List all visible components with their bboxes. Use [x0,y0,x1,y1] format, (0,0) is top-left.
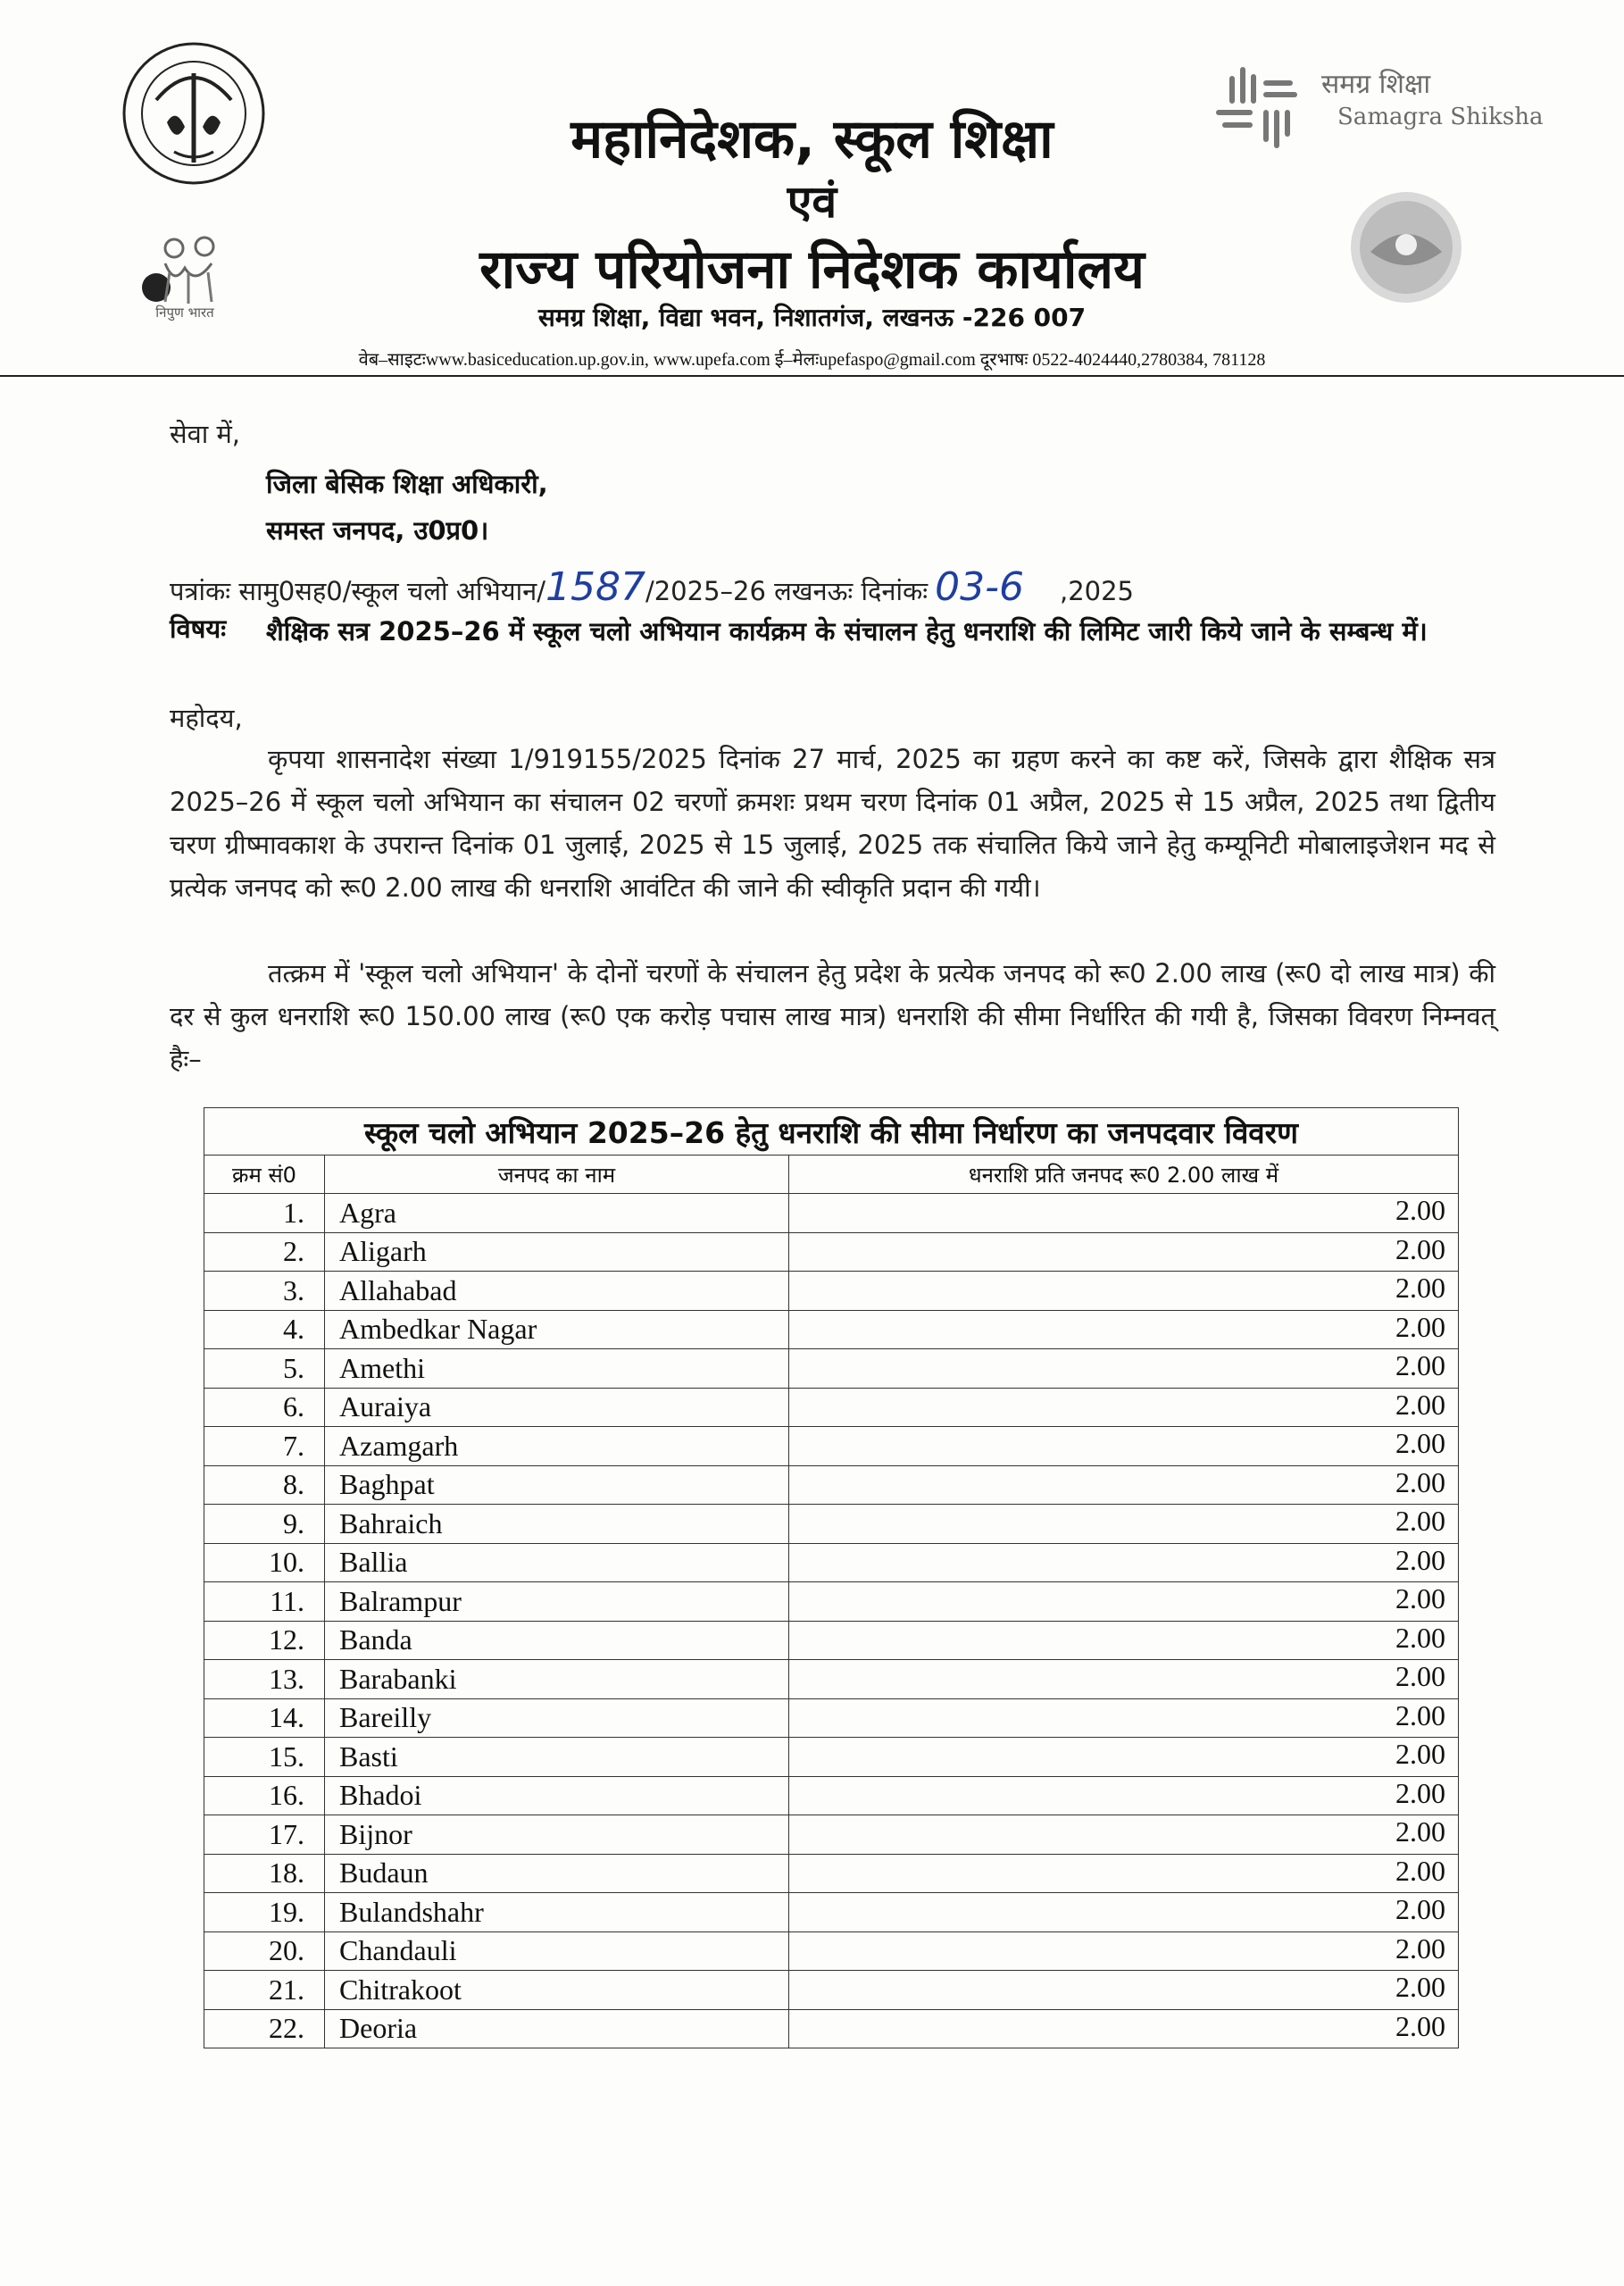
row-district: Bareilly [325,1698,789,1738]
row-district: Allahabad [325,1272,789,1311]
row-serial: 18. [204,1854,325,1893]
row-amount: 2.00 [789,1931,1459,1971]
table-row [204,1349,1459,1389]
row-district: Bijnor [325,1815,789,1855]
row-amount: 2.00 [789,1194,1459,1233]
table-row [204,1776,1459,1815]
row-serial: 4. [204,1310,325,1349]
row-serial: 16. [204,1776,325,1815]
recipient-line-1: जिला बेसिक शिक्षा अधिकारी, [266,469,548,499]
row-district: Banda [325,1621,789,1660]
row-district: Bulandshahr [325,1893,789,1932]
row-district: Aligarh [325,1232,789,1272]
reference-number: 1587 [545,564,645,610]
row-amount: 2.00 [789,1388,1459,1427]
reference-line [170,564,1134,610]
row-district: Azamgarh [325,1427,789,1466]
row-serial: 8. [204,1465,325,1505]
row-district: Deoria [325,2009,789,2048]
row-district: Chitrakoot [325,1971,789,2010]
row-serial: 22. [204,2009,325,2048]
row-serial: 11. [204,1582,325,1622]
row-district: Chandauli [325,1931,789,1971]
table-row [204,1698,1459,1738]
header-line-1: महानिदेशक, स्कूल शिक्षा [570,108,1054,171]
row-amount: 2.00 [789,1776,1459,1815]
samagra-hindi-text: समग्र शिक्षा [1321,69,1431,100]
salutation-to: सेवा में, [170,419,241,449]
table-row [204,1232,1459,1272]
row-amount: 2.00 [789,2009,1459,2048]
table-row [204,1854,1459,1893]
header-district: जनपद का नाम [325,1156,789,1194]
row-district: Ambedkar Nagar [325,1310,789,1349]
row-district: Budaun [325,1854,789,1893]
district-allocation-table [204,1107,1459,2048]
row-serial: 15. [204,1738,325,1777]
row-serial: 19. [204,1893,325,1932]
row-serial: 2. [204,1232,325,1272]
table-row [204,2009,1459,2048]
samagra-english-text: Samagra Shiksha [1337,104,1544,130]
row-serial: 12. [204,1621,325,1660]
reference-date-handwritten: 03-6 [935,564,1024,610]
row-amount: 2.00 [789,1854,1459,1893]
table-row [204,1621,1459,1660]
header-amount: धनराशि प्रति जनपद रू0 2.00 लाख में [789,1156,1459,1194]
row-amount: 2.00 [789,1465,1459,1505]
header-line-2: एवं [787,176,837,228]
table-row [204,1582,1459,1622]
row-amount: 2.00 [789,1232,1459,1272]
table-row [204,1893,1459,1932]
row-serial: 17. [204,1815,325,1855]
row-district: Balrampur [325,1582,789,1622]
table-row [204,1388,1459,1427]
office-address: समग्र शिक्षा, विद्या भवन, निशातगंज, लखनऊ -226 007 [537,303,1087,332]
reference-prefix: पत्रांकः सामु0सह0/स्कूल चलो अभियान/ [170,576,545,606]
greeting: महोदय, [170,703,243,733]
table-row [204,1465,1459,1505]
table-row [204,1427,1459,1466]
table-row [204,1931,1459,1971]
table-title: स्कूल चलो अभियान 2025–26 हेतु धनराशि की सीमा निर्धारण का जनपदवार विवरण [204,1108,1459,1156]
row-amount: 2.00 [789,1738,1459,1777]
nipun-bharat-label: निपुण भारत [155,305,214,321]
header-serial: क्रम सं0 [204,1156,325,1194]
row-amount: 2.00 [789,1893,1459,1932]
contact-line: वेब–साइटःwww.basiceducation.up.gov.in, www.upefa.com ई–मेलःupefaspo@gmail.com दूरभाषः 0522-4024440,2780384, 781128 [358,350,1266,370]
reference-suffix: /2025–26 लखनऊः दिनांकः [645,576,929,606]
table-row [204,1505,1459,1544]
table-row [204,1815,1459,1855]
table-row [204,1310,1459,1349]
row-amount: 2.00 [789,1582,1459,1622]
paragraph-2: तत्क्रम में 'स्कूल चलो अभियान' के दोनों चरणों के संचालन हेतु प्रदेश के प्रत्येक जनपद को रू0 2.00 लाख (रू0 दो लाख मात्र) की दर से कुल धनराशि रू0 150.00 लाख (रू0 एक करोड़ पचास लाख मात्र) धनराशि की सीमा निर्धारित की गयी है, जिसका विवरण निम्नवत् हैः– [170,958,1495,1074]
row-serial: 13. [204,1660,325,1699]
row-district: Amethi [325,1349,789,1389]
table-row [204,1272,1459,1311]
row-district: Barabanki [325,1660,789,1699]
row-serial: 6. [204,1388,325,1427]
row-district: Bhadoi [325,1776,789,1815]
row-amount: 2.00 [789,1310,1459,1349]
table-row [204,1660,1459,1699]
table-row [204,1738,1459,1777]
row-serial: 20. [204,1931,325,1971]
row-district: Baghpat [325,1465,789,1505]
row-amount: 2.00 [789,1349,1459,1389]
row-district: Ballia [325,1543,789,1582]
header-line-3: राज्य परियोजना निदेशक कार्यालय [479,238,1145,301]
row-district: Bahraich [325,1505,789,1544]
reference-year: ,2025 [1059,576,1135,606]
subject-label: विषयः [170,613,227,644]
table-row [204,1194,1459,1233]
row-district: Basti [325,1738,789,1777]
row-amount: 2.00 [789,1698,1459,1738]
row-serial: 7. [204,1427,325,1466]
row-amount: 2.00 [789,1505,1459,1544]
table-body [204,1194,1459,2048]
table-row [204,1543,1459,1582]
table-row [204,1971,1459,2010]
header-divider [0,375,1624,377]
subject-text: शैक्षिक सत्र 2025–26 में स्कूल चलो अभियान कार्यक्रम के संचालन हेतु धनराशि की लिमिट जारी किये जाने के सम्बन्ध में। [266,616,1428,647]
row-serial: 10. [204,1543,325,1582]
row-amount: 2.00 [789,1272,1459,1311]
row-serial: 21. [204,1971,325,2010]
row-amount: 2.00 [789,1815,1459,1855]
recipient-line-2: समस्त जनपद, उ0प्र0। [266,515,489,546]
row-amount: 2.00 [789,1621,1459,1660]
row-serial: 5. [204,1349,325,1389]
paragraph-1: कृपया शासनादेश संख्या 1/919155/2025 दिनांक 27 मार्च, 2025 का ग्रहण करने का कष्ट करें, जिसके द्वारा शैक्षिक सत्र 2025–26 में स्कूल चलो अभियान का संचालन 02 चरणों क्रमशः प्रथम चरण दिनांक 01 अप्रैल, 2025 से 15 अप्रैल, 2025 तथा द्वितीय चरण ग्रीष्मावकाश के उपरान्त दिनांक 01 जुलाई, 2025 से 15 जुलाई, 2025 तक संचालित किये जाने हेतु कम्यूनिटी मोबालाइजेशन मद से प्रत्येक जनपद को रू0 2.00 लाख की धनराशि आवंटित की जाने की स्वीकृति प्रदान की गयी। [170,744,1495,903]
row-serial: 3. [204,1272,325,1311]
row-serial: 9. [204,1505,325,1544]
row-district: Agra [325,1194,789,1233]
row-district: Auraiya [325,1388,789,1427]
row-amount: 2.00 [789,1971,1459,2010]
row-amount: 2.00 [789,1660,1459,1699]
row-serial: 1. [204,1194,325,1233]
row-serial: 14. [204,1698,325,1738]
row-amount: 2.00 [789,1427,1459,1466]
row-amount: 2.00 [789,1543,1459,1582]
